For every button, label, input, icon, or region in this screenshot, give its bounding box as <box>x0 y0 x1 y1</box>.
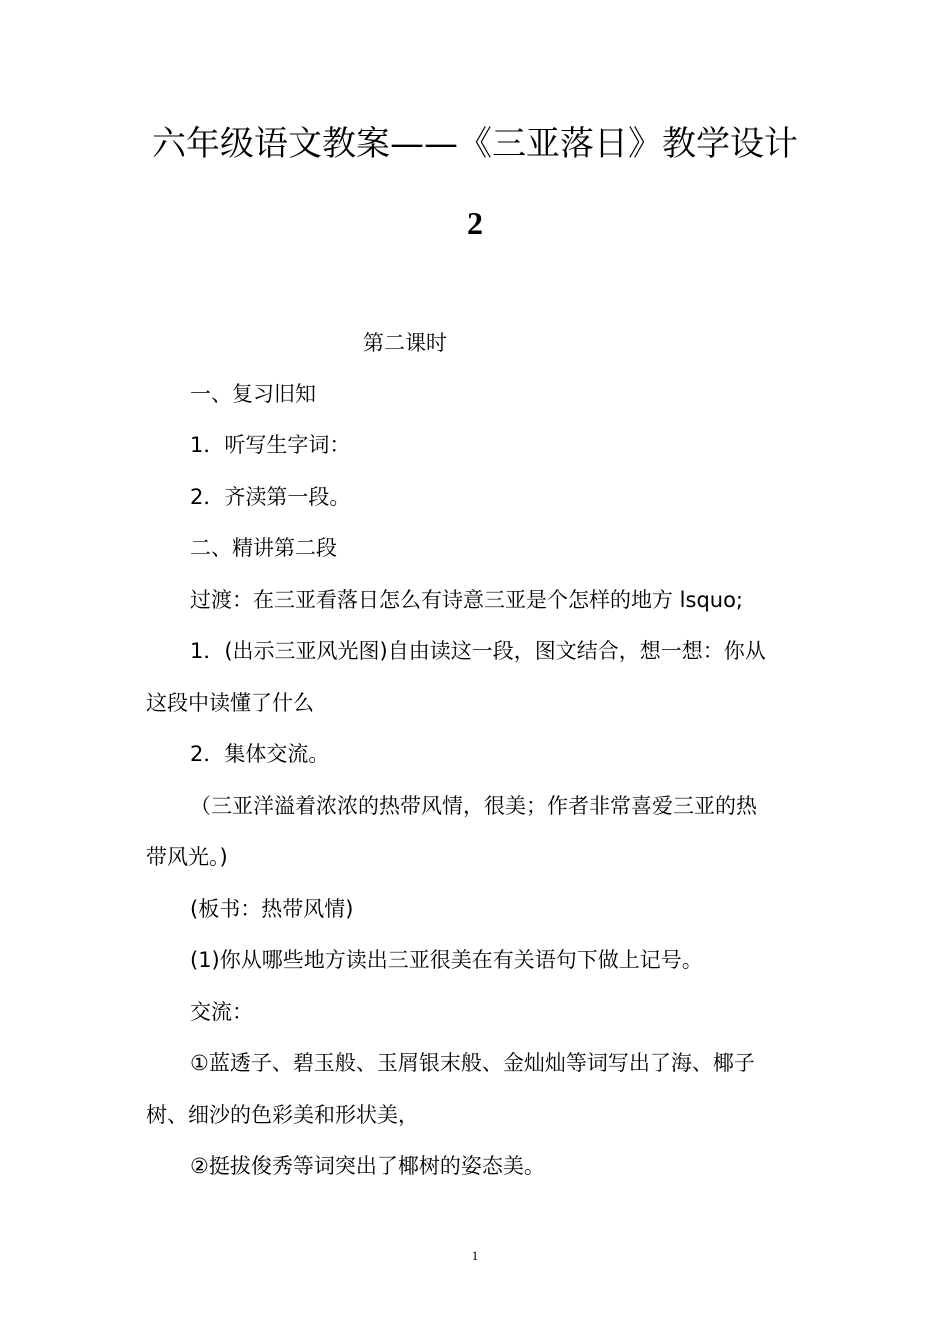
paragraph-answer-cont: 带风光。) <box>146 845 228 869</box>
paragraph-transition: 过渡：在三亚看落日怎么有诗意三亚是个怎样的地方 lsquo; <box>190 588 744 612</box>
paragraph-question: (1)你从哪些地方读出三亚很美在有关语句下做上记号。 <box>190 948 703 972</box>
paragraph-answer: （三亚洋溢着浓浓的热带风情，很美；作者非常喜爱三亚的热 <box>190 794 757 818</box>
paragraph-point-one-cont: 树、细沙的色彩美和形状美， <box>146 1103 419 1127</box>
page-number: 1 <box>471 1248 479 1263</box>
paragraph-step-two: 2．集体交流。 <box>190 742 330 766</box>
paragraph-read-first: 2．齐渎第一段。 <box>190 485 351 509</box>
paragraph-exchange: 交流： <box>190 1000 253 1024</box>
paragraph-board-note: (板书：热带风情) <box>190 897 354 921</box>
document-title-number: 2 <box>467 205 483 241</box>
paragraph-point-two: ②挺拔俊秀等词突出了椰树的姿态美。 <box>190 1154 545 1178</box>
lesson-subtitle: 第二课时 <box>363 331 447 355</box>
paragraph-step-one-cont: 这段中读懂了什么 <box>146 691 314 715</box>
paragraph-step-one: 1．(出示三亚风光图)自由读这一段，图文结合，想一想：你从 <box>190 639 766 663</box>
paragraph-review-heading: 一、复习旧知 <box>190 382 316 406</box>
paragraph-section-two-heading: 二、精讲第二段 <box>190 536 337 560</box>
document-title: 六年级语文教案——《三亚落日》教学设计 <box>152 124 798 164</box>
paragraph-dictation: 1．听写生字词： <box>190 433 351 457</box>
paragraph-point-one: ①蓝透子、碧玉般、玉屑银末般、金灿灿等词写出了海、椰子 <box>190 1051 755 1075</box>
